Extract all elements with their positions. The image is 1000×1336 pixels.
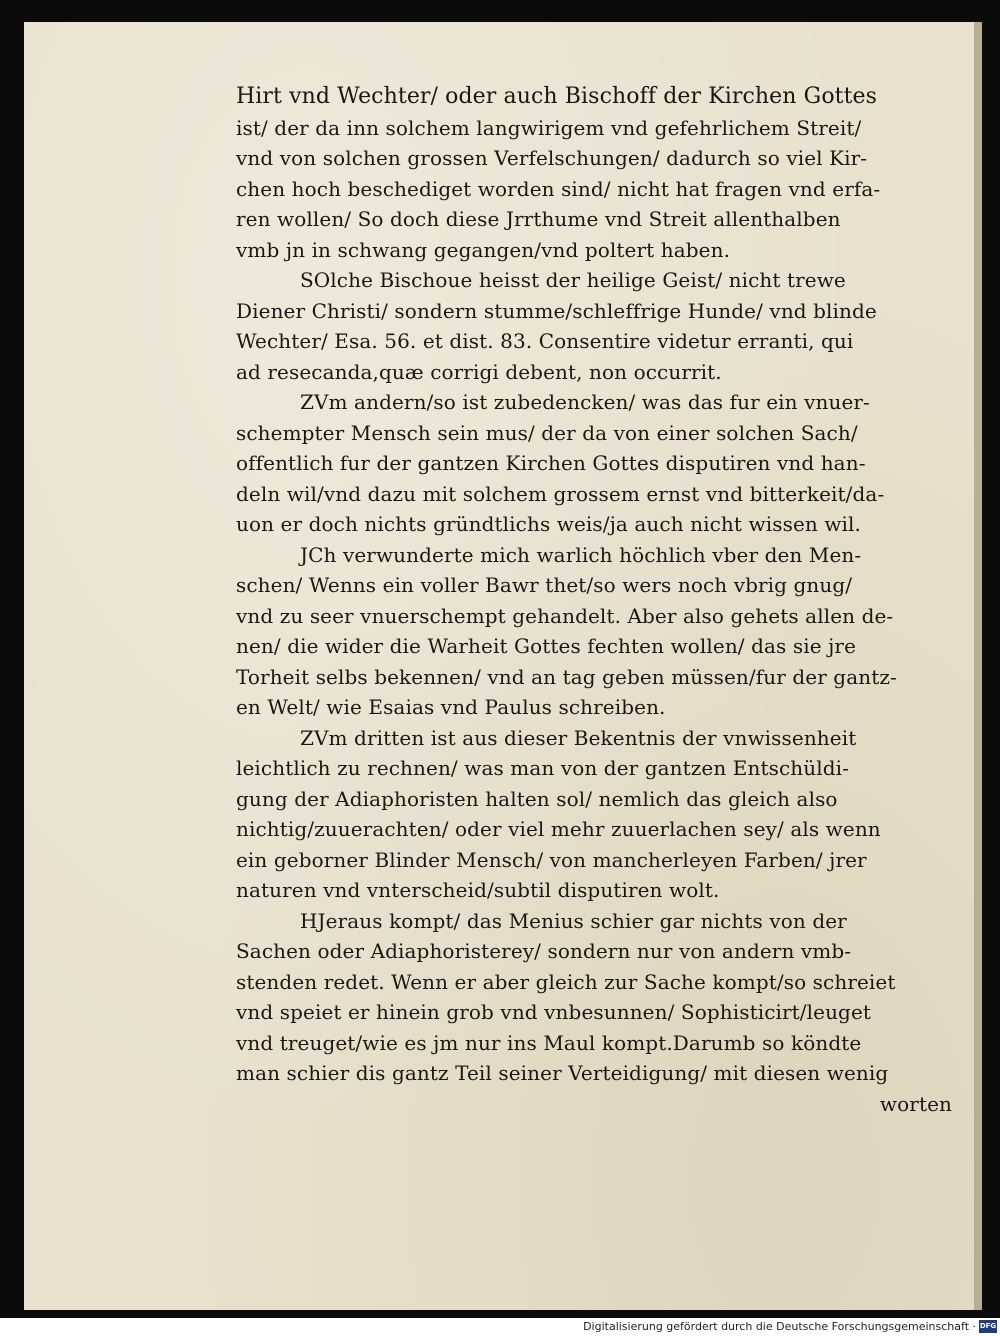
text-line: vnd treuget/wie es jm nur ins Maul kompt.Darumb so köndte bbox=[236, 1030, 862, 1055]
text-line: ist/ der da inn solchem langwirigem vnd gefehrlichem Streit/ bbox=[236, 115, 862, 140]
text-line: Wechter/ Esa. 56. et dist. 83. Consentire videtur erranti, qui bbox=[236, 329, 854, 353]
text-line: ZVm dritten ist aus dieser Bekentnis der vnwissenheit bbox=[300, 725, 857, 750]
text-line: ad resecanda,quæ corrigi debent, non occurrit. bbox=[236, 359, 722, 384]
page-text bbox=[236, 82, 958, 1119]
text-line: Sachen oder Adiaphoristerey/ sondern nur von andern vmb- bbox=[236, 939, 852, 963]
text-line: HJeraus kompt/ das Menius schier gar nichts von der bbox=[300, 908, 847, 933]
text-line: vmb jn in schwang gegangen/vnd poltert haben. bbox=[236, 237, 731, 262]
text-line: naturen vnd vnterscheid/subtil disputiren wolt. bbox=[236, 878, 720, 902]
text-line: Diener Christi/ sondern stumme/schleffrige Hunde/ vnd blinde bbox=[236, 298, 877, 323]
text-line: SOlche Bischoue heisst der heilige Geist/ nicht trewe bbox=[300, 268, 846, 292]
dfg-logo: DFG bbox=[979, 1320, 997, 1333]
text-line: ein geborner Blinder Mensch/ von mancherleyen Farben/ jrer bbox=[236, 847, 867, 872]
text-line: en Welt/ wie Esaias vnd Paulus schreiben. bbox=[236, 695, 666, 719]
text-line: uon er doch nichts gründtlichs weis/ja auch nicht wissen wil. bbox=[236, 512, 861, 536]
text-line: JCh verwunderte mich warlich höchlich vber den Men- bbox=[300, 542, 862, 567]
text-line: ZVm andern/so ist zubedencken/ was das fur ein vnuer- bbox=[300, 390, 870, 414]
text-line: deln wil/vnd dazu mit solchem grossem ernst vnd bitterkeit/da- bbox=[236, 481, 885, 506]
text-line: chen hoch beschediget worden sind/ nicht hat fragen vnd erfa- bbox=[236, 176, 881, 201]
text-line: nen/ die wider die Warheit Gottes fechten wollen/ das sie jre bbox=[236, 634, 857, 658]
catchword: worten bbox=[879, 1091, 952, 1116]
text-line: vnd von solchen grossen Verfelschungen/ dadurch so viel Kir- bbox=[236, 146, 868, 170]
text-line: schen/ Wenns ein voller Bawr thet/so wers noch vbrig gnug/ bbox=[236, 573, 853, 597]
text-line: offentlich fur der gantzen Kirchen Gottes disputiren vnd han- bbox=[236, 451, 866, 475]
text-line: ren wollen/ So doch diese Jrrthume vnd Streit allenthalben bbox=[236, 207, 841, 231]
text-line: nichtig/zuuerachten/ oder viel mehr zuuerlachen sey/ als wenn bbox=[236, 817, 881, 841]
funding-notice: Digitalisierung gefördert durch die Deutsche Forschungsgemeinschaft · bbox=[583, 1320, 976, 1333]
text-line: gung der Adiaphoristen halten sol/ nemlich das gleich also bbox=[236, 786, 838, 811]
text-line: Torheit selbs bekennen/ vnd an tag geben müssen/fur der gantz- bbox=[236, 664, 897, 689]
text-line: leichtlich zu rechnen/ was man von der gantzen Entschüldi- bbox=[236, 756, 850, 780]
text-line: stenden redet. Wenn er aber gleich zur Sache kompt/so schreiet bbox=[236, 969, 896, 994]
text-line: Hirt vnd Wechter/ oder auch Bischoff der Kirchen Gottes bbox=[236, 84, 878, 109]
page-edge bbox=[974, 22, 982, 1310]
text-line: vnd zu seer vnuerschempt gehandelt. Aber also gehets allen de- bbox=[236, 603, 894, 628]
text-line: vnd speiet er hinein grob vnd vnbesunnen/ Sophisticirt/leuget bbox=[236, 1000, 872, 1024]
text-line: schempter Mensch sein mus/ der da von einer solchen Sach/ bbox=[236, 420, 858, 445]
footer-bar bbox=[0, 1318, 1000, 1336]
text-line: man schier dis gantz Teil seiner Verteidigung/ mit diesen wenig bbox=[236, 1061, 889, 1085]
